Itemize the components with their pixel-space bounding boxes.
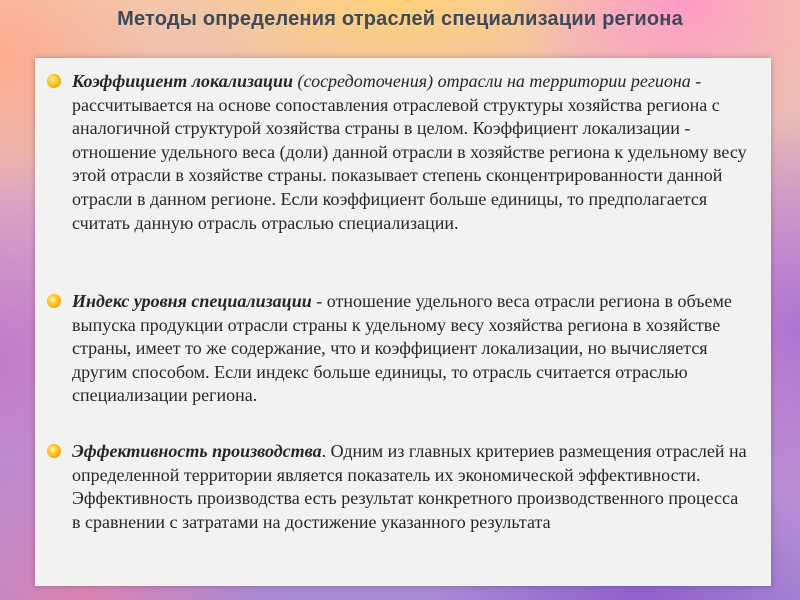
bullet-icon xyxy=(47,444,61,458)
bullet-item-specialization-index xyxy=(47,290,747,408)
bullet-lead: Коэффициент локализации xyxy=(72,71,294,91)
bullet-item-localization xyxy=(47,70,747,235)
bullet-body: рассчитывается на основе сопоставления отраслевой структуры хозяйства региона с аналогичной структурой хозяйства страны в целом. Коэффициент локализации - отношение удельного веса (доли) данной отрасли в хозяйстве региона к удельному весу этой отрасли в хозяйстве страны. показывает степень сконцентрированности данной отрасли в данном регионе. Если коэффициент больше единицы, то предполагается считать данную отрасль отраслью специализации. xyxy=(72,94,747,233)
bullet-item-efficiency xyxy=(47,440,747,534)
bullet-icon xyxy=(47,294,61,308)
bullet-body: - отношение удельного веса отрасли региона в объеме выпуска продукции отрасли страны к удельному весу хозяйства региона в хозяйстве страны, имеет то же содержание, что и коэффициент локализации, но вычисляется другим способом. Если индекс больше единицы, то отрасль считается отраслью специализации региона. xyxy=(72,291,732,406)
bullet-lead-cont: (сосредоточения) отрасли на территории региона - xyxy=(293,71,702,91)
bullet-lead: Индекс уровня специализации xyxy=(72,291,312,311)
bullet-body: . Одним из главных критериев размещения отраслей на определенной территории является показатель их экономической эффективности. Эффективность производства есть результат конкретного производственного процесса в сравнении с затратами на достижение указанного результата xyxy=(72,441,747,532)
bullet-icon xyxy=(47,74,61,88)
content-panel xyxy=(35,58,771,586)
bullet-text xyxy=(72,70,747,235)
bullet-lead: Эффективность производства xyxy=(72,441,322,461)
bullet-text xyxy=(72,440,747,534)
slide-title: Методы определения отраслей специализации региона xyxy=(117,8,683,30)
bullet-text xyxy=(72,290,747,408)
